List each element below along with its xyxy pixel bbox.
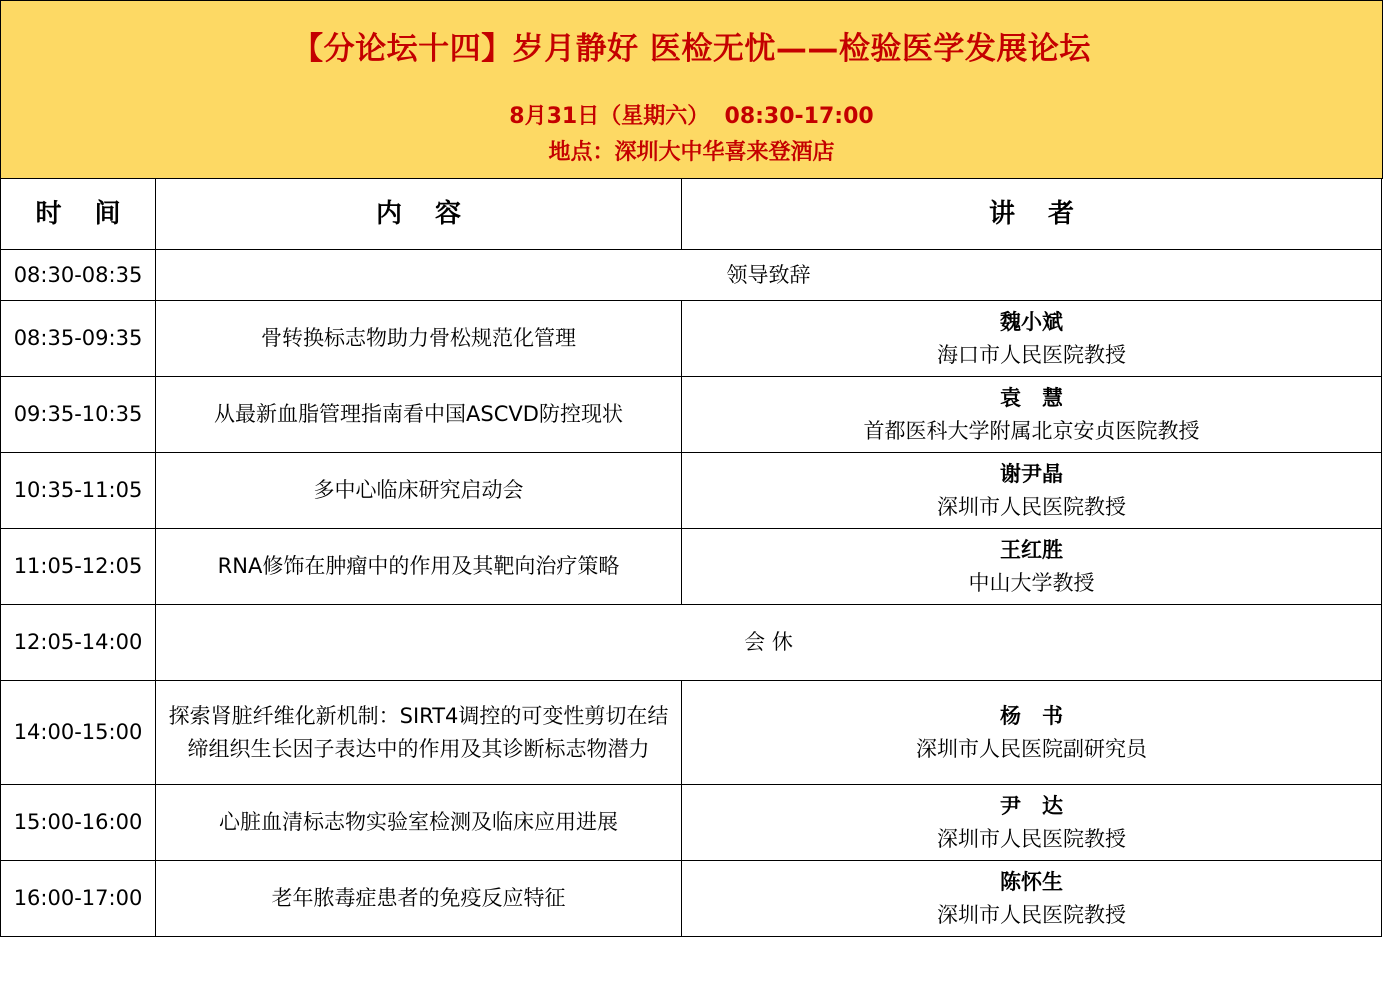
session-content: 从最新血脂管理指南看中国ASCVD防控现状 <box>156 377 682 453</box>
session-time: 08:35-09:35 <box>1 301 156 377</box>
speaker-affiliation: 海口市人民医院教授 <box>937 342 1126 367</box>
session-content: 领导致辞 <box>156 250 1382 301</box>
session-content: RNA修饰在肿瘤中的作用及其靶向治疗策略 <box>156 529 682 605</box>
column-header-content: 内 容 <box>156 179 682 250</box>
table-row <box>1 453 1382 529</box>
session-content: 多中心临床研究启动会 <box>156 453 682 529</box>
session-speaker <box>682 861 1382 937</box>
session-time: 14:00-15:00 <box>1 681 156 785</box>
table-row <box>1 301 1382 377</box>
session-speaker <box>682 453 1382 529</box>
session-speaker <box>682 681 1382 785</box>
speaker-name: 陈怀生 <box>1000 869 1063 894</box>
speaker-affiliation: 首都医科大学附属北京安贞医院教授 <box>863 418 1200 443</box>
session-speaker <box>682 301 1382 377</box>
session-content: 心脏血清标志物实验室检测及临床应用进展 <box>156 785 682 861</box>
speaker-name: 谢尹晶 <box>1000 461 1063 486</box>
table-row <box>1 681 1382 785</box>
session-time: 16:00-17:00 <box>1 861 156 937</box>
speaker-affiliation: 深圳市人民医院教授 <box>937 902 1126 927</box>
session-time: 10:35-11:05 <box>1 453 156 529</box>
session-content: 探索肾脏纤维化新机制：SIRT4调控的可变性剪切在结缔组织生长因子表达中的作用及其诊断标志物潜力 <box>156 681 682 785</box>
table-row <box>1 250 1382 301</box>
speaker-affiliation: 中山大学教授 <box>968 570 1095 595</box>
forum-header <box>0 0 1383 179</box>
table-row <box>1 861 1382 937</box>
session-time: 08:30-08:35 <box>1 250 156 301</box>
session-time: 15:00-16:00 <box>1 785 156 861</box>
forum-title: 【分论坛十四】岁月静好 医检无忧——检验医学发展论坛 <box>292 31 1091 67</box>
agenda-table <box>0 178 1382 937</box>
session-speaker <box>682 377 1382 453</box>
session-time: 09:35-10:35 <box>1 377 156 453</box>
speaker-name: 王红胜 <box>1000 537 1063 562</box>
speaker-affiliation: 深圳市人民医院副研究员 <box>916 736 1147 761</box>
session-content: 会 休 <box>156 605 1382 681</box>
session-time: 11:05-12:05 <box>1 529 156 605</box>
table-row <box>1 377 1382 453</box>
speaker-name: 魏小斌 <box>1000 309 1063 334</box>
table-row <box>1 529 1382 605</box>
table-row <box>1 785 1382 861</box>
session-content: 老年脓毒症患者的免疫反应特征 <box>156 861 682 937</box>
session-speaker <box>682 785 1382 861</box>
speaker-affiliation: 深圳市人民医院教授 <box>937 494 1126 519</box>
forum-venue: 地点：深圳大中华喜来登酒店 <box>548 140 835 165</box>
session-content: 骨转换标志物助力骨松规范化管理 <box>156 301 682 377</box>
speaker-name: 尹 达 <box>1000 793 1063 818</box>
speaker-name: 袁 慧 <box>1000 385 1063 410</box>
session-speaker <box>682 529 1382 605</box>
column-header-time: 时 间 <box>1 179 156 250</box>
speaker-affiliation: 深圳市人民医院教授 <box>937 826 1126 851</box>
forum-date: 8月31日（星期六） 08:30-17:00 <box>509 104 874 129</box>
table-row <box>1 605 1382 681</box>
column-header-speaker: 讲 者 <box>682 179 1382 250</box>
session-time: 12:05-14:00 <box>1 605 156 681</box>
table-header-row <box>1 179 1382 250</box>
speaker-name: 杨 书 <box>1000 703 1063 728</box>
